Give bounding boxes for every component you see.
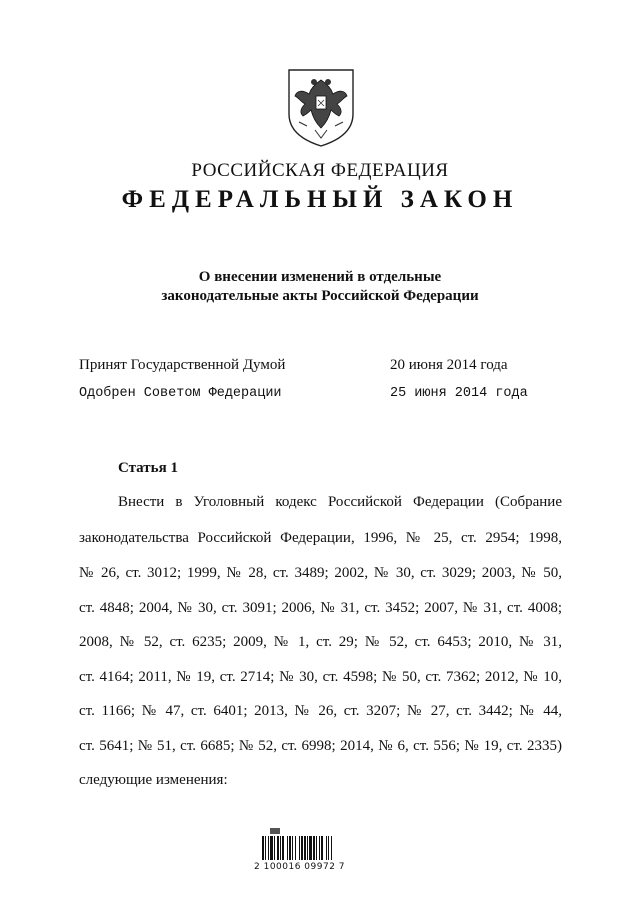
- article-text-line: ст. 1166; № 47, ст. 6401; 2013, № 26, ст. 3207; № 27, ст. 3442; № 44,: [79, 703, 562, 719]
- law-title-line: законодательные акты Российской Федерации: [161, 288, 479, 304]
- duma-date: 20 июня 2014 года: [390, 357, 508, 373]
- barcode-number: 2 100016 09972 7: [254, 862, 346, 872]
- article-text-line: № 26, ст. 3012; 1999, № 28, ст. 3489; 2002, № 30, ст. 3029; 2003, № 50,: [79, 565, 562, 581]
- council-date: 25 июня 2014 года: [390, 386, 528, 401]
- duma-label: Принят Государственной Думой: [79, 357, 286, 373]
- document-type: ФЕДЕРАЛЬНЫЙ ЗАКОН: [121, 186, 519, 213]
- article-text-line: ст. 5641; № 51, ст. 6685; № 52, ст. 6998; 2014, № 6, ст. 556; № 19, ст. 2335): [79, 738, 562, 754]
- article-heading: Статья 1: [118, 460, 178, 476]
- article-text-line: ст. 4164; 2011, № 19, ст. 2714; № 30, ст. 4598; № 50, ст. 7362; 2012, № 10,: [79, 669, 562, 685]
- council-label: Одобрен Советом Федерации: [79, 386, 282, 401]
- country-name: РОССИЙСКАЯ ФЕДЕРАЦИЯ: [191, 160, 449, 181]
- barcode-icon: [256, 826, 366, 888]
- article-text-line: Внести в Уголовный кодекс Российской Федерации (Собрание: [118, 494, 562, 510]
- article-text-line: следующие изменения:: [79, 772, 228, 788]
- coat-of-arms-icon: [285, 66, 357, 148]
- article-text-line: ст. 4848; 2004, № 30, ст. 3091; 2006, № 31, ст. 3452; 2007, № 31, ст. 4008;: [79, 600, 562, 616]
- article-text-line: 2008, № 52, ст. 6235; 2009, № 1, ст. 29; № 52, ст. 6453; 2010, № 31,: [79, 634, 562, 650]
- law-title: [0, 268, 640, 306]
- article-text-line: законодательства Российской Федерации, 1996, № 25, ст. 2954; 1998,: [79, 530, 562, 546]
- law-title-line: О внесении изменений в отдельные: [198, 269, 442, 285]
